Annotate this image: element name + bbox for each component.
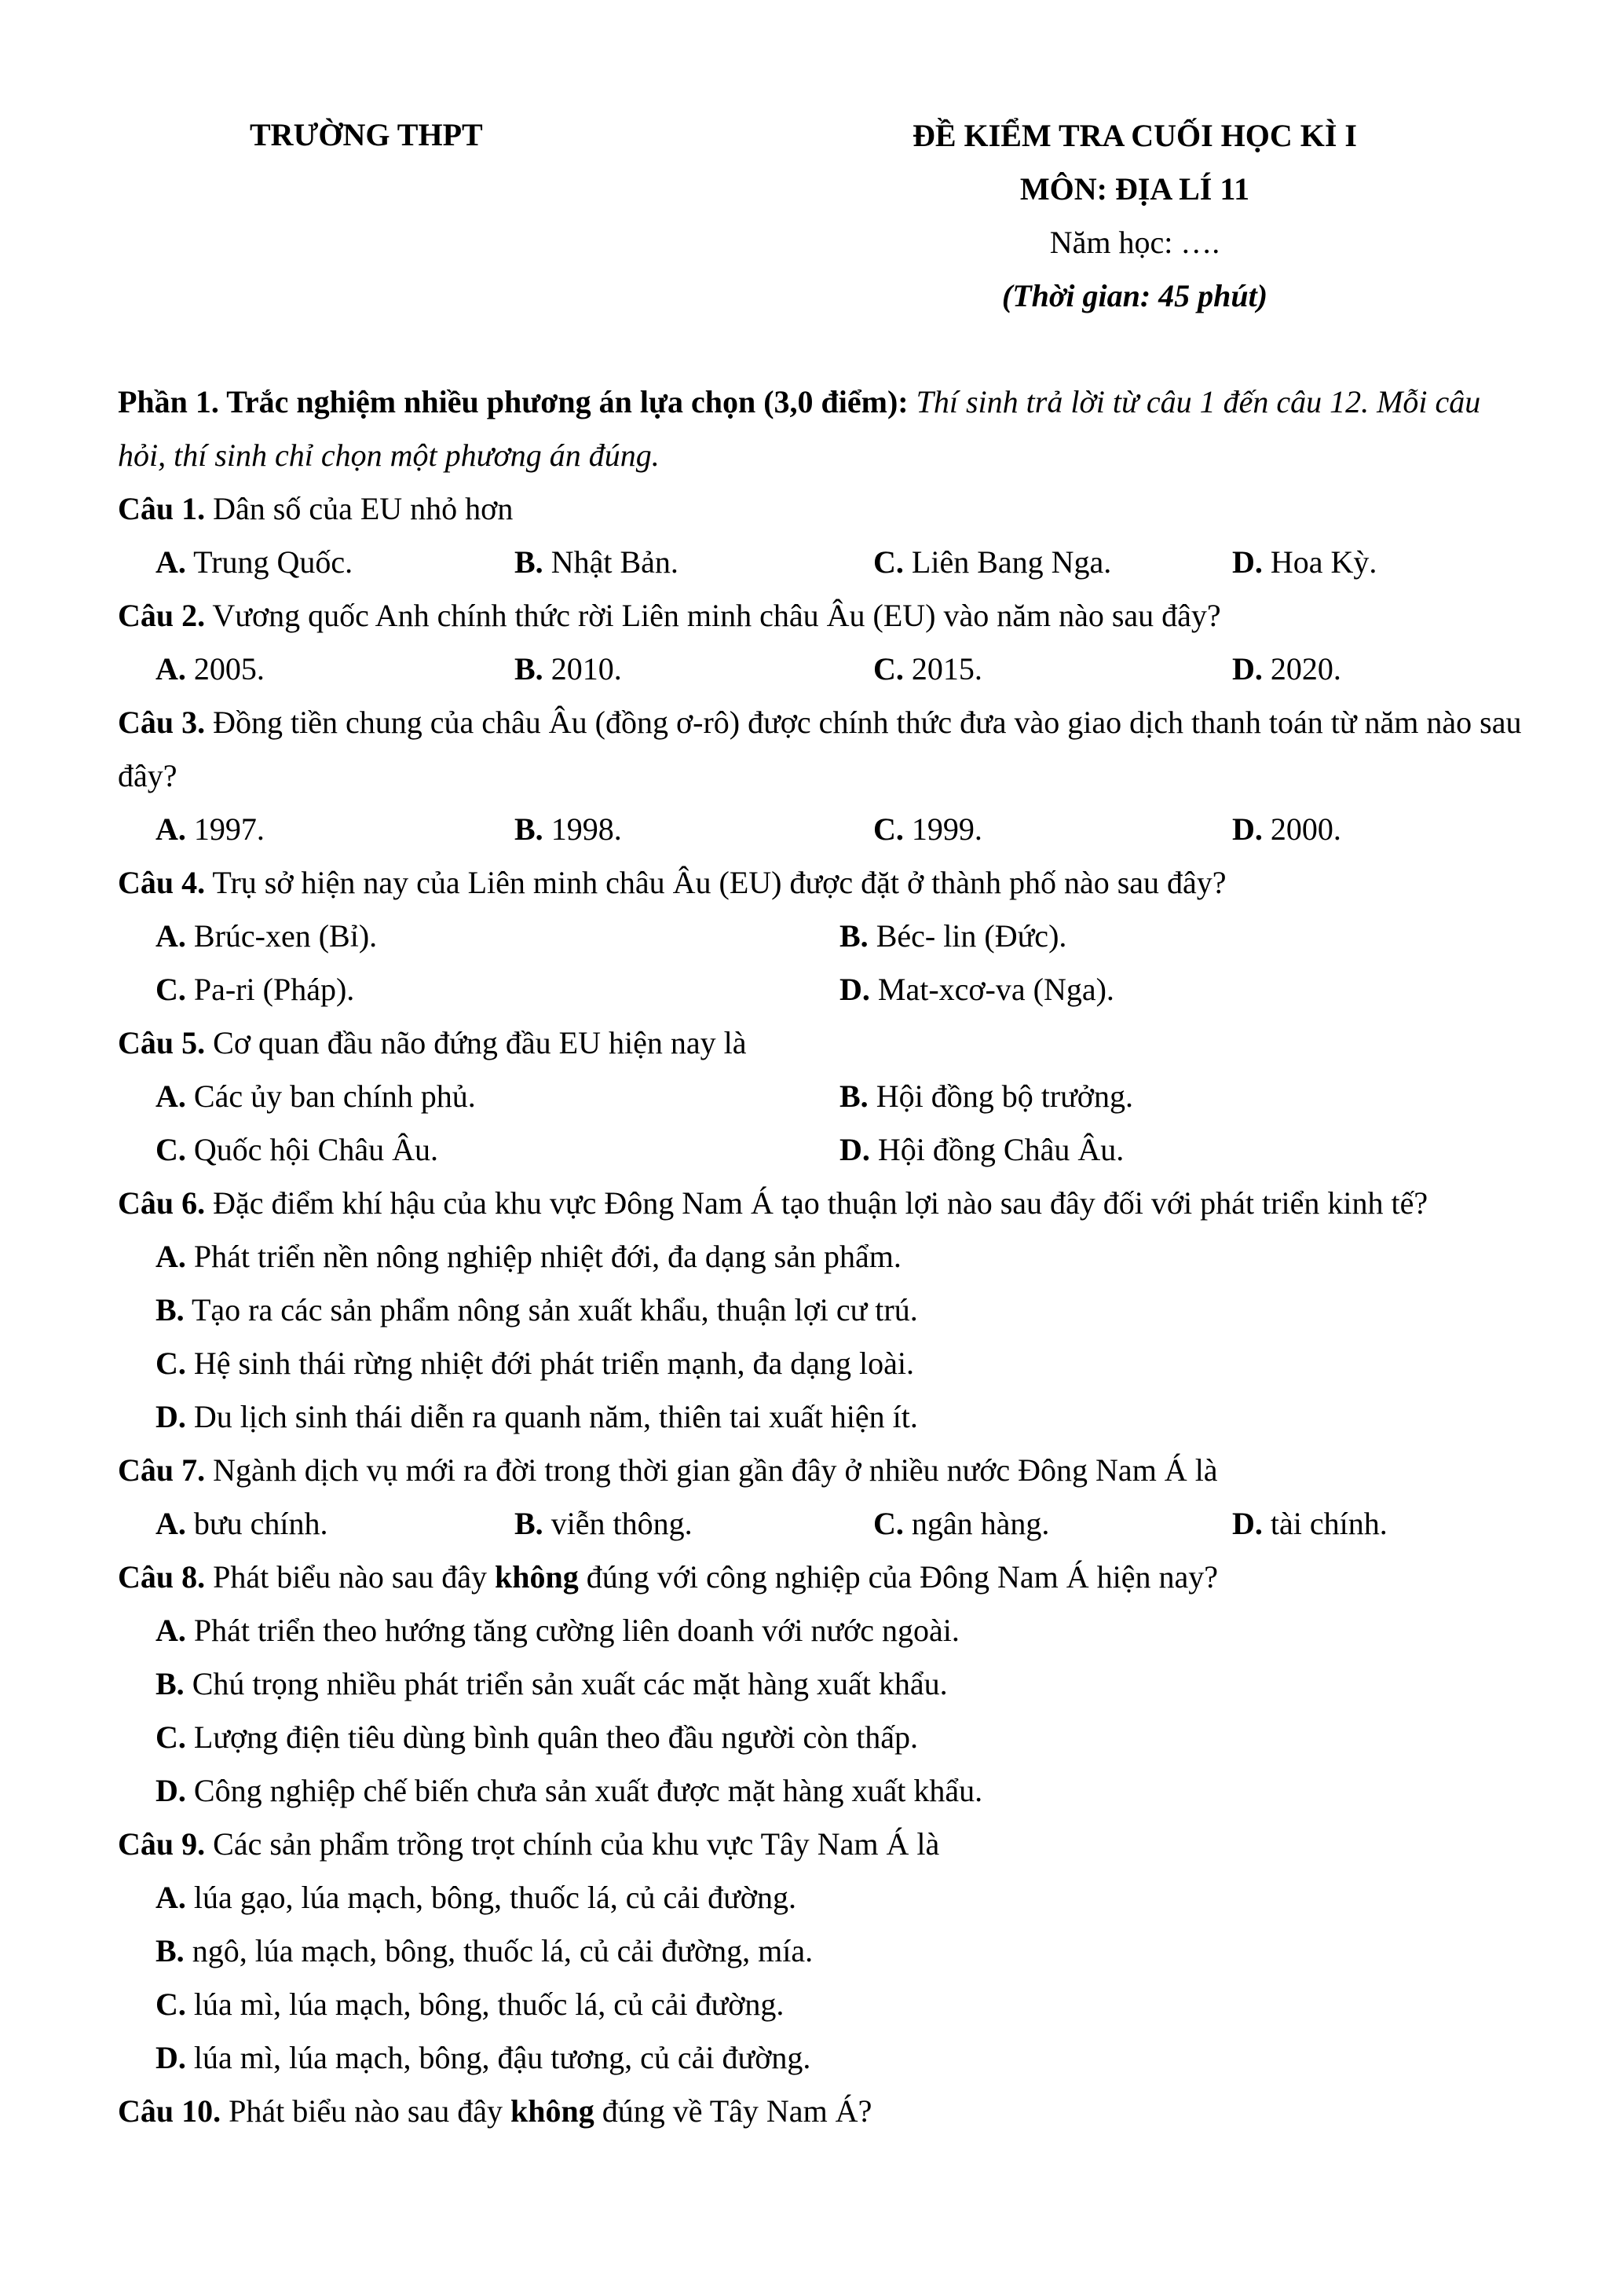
question-number: Câu 6. bbox=[118, 1185, 206, 1221]
option-d[interactable]: D. 2020. bbox=[1232, 651, 1341, 687]
option-d[interactable]: D. Mat-xcơ-va (Nga). bbox=[839, 972, 1114, 1007]
question-number: Câu 9. bbox=[118, 1826, 206, 1862]
option-c[interactable]: C. 1999. bbox=[873, 811, 982, 847]
options-row bbox=[118, 536, 1523, 589]
options-row bbox=[118, 643, 1523, 696]
option-a[interactable]: A. Phát triển nền nông nghiệp nhiệt đới, đa dạng sản phẩm. bbox=[155, 1239, 902, 1274]
question-emphasis: không bbox=[494, 1559, 579, 1595]
option-a[interactable]: A. Brúc-xen (Bỉ). bbox=[155, 918, 378, 954]
option-b[interactable]: B. Hội đồng bộ trưởng. bbox=[839, 1078, 1133, 1114]
question-5 bbox=[118, 1016, 1523, 1070]
option-c[interactable]: C. 2015. bbox=[873, 651, 982, 687]
option-d[interactable]: D. Hoa Kỳ. bbox=[1232, 544, 1377, 580]
question-text: Dân số của EU nhỏ hơn bbox=[205, 491, 514, 526]
question-2 bbox=[118, 589, 1523, 643]
question-6 bbox=[118, 1177, 1523, 1230]
options-row bbox=[118, 1497, 1523, 1551]
option-d[interactable]: D. tài chính. bbox=[1232, 1506, 1388, 1541]
question-text: Đồng tiền chung của châu Âu (đồng ơ-rô) được chính thức đưa vào giao dịch thanh toán từ năm nào sau đây? bbox=[118, 705, 1522, 793]
part1-heading bbox=[118, 375, 1523, 482]
question-text-cont: đúng về Tây Nam Á? bbox=[594, 2093, 872, 2129]
question-number: Câu 5. bbox=[118, 1025, 206, 1060]
question-number: Câu 2. bbox=[118, 598, 206, 633]
question-10 bbox=[118, 2085, 1523, 2138]
option-b[interactable]: B. Tạo ra các sản phẩm nông sản xuất khẩu, thuận lợi cư trú. bbox=[155, 1292, 918, 1327]
exam-header bbox=[828, 116, 1441, 330]
option-b[interactable]: B. Nhật Bản. bbox=[514, 544, 678, 580]
question-number: Câu 3. bbox=[118, 705, 206, 740]
question-4 bbox=[118, 856, 1523, 910]
option-a[interactable]: A. Phát triển theo hướng tăng cường liên doanh với nước ngoài. bbox=[155, 1613, 960, 1648]
question-3 bbox=[118, 696, 1523, 803]
option-a[interactable]: A. lúa gạo, lúa mạch, bông, thuốc lá, củ cải đường. bbox=[155, 1880, 796, 1915]
option-c[interactable]: C. lúa mì, lúa mạch, bông, thuốc lá, củ cải đường. bbox=[155, 1987, 785, 2022]
question-number: Câu 1. bbox=[118, 491, 206, 526]
options-row bbox=[118, 910, 1523, 963]
question-number: Câu 7. bbox=[118, 1452, 206, 1488]
option-a[interactable]: A. bưu chính. bbox=[155, 1506, 328, 1541]
option-b[interactable]: B. ngô, lúa mạch, bông, thuốc lá, củ cải đường, mía. bbox=[155, 1933, 814, 1968]
option-b[interactable]: B. 2010. bbox=[514, 651, 622, 687]
option-d[interactable]: D. Du lịch sinh thái diễn ra quanh năm, thiên tai xuất hiện ít. bbox=[155, 1399, 918, 1434]
exam-subject: MÔN: ĐỊA LÍ 11 bbox=[1019, 171, 1250, 207]
question-text: Phát biểu nào sau đây bbox=[221, 2093, 510, 2129]
question-number: Câu 10. bbox=[118, 2093, 221, 2129]
options-row bbox=[118, 1123, 1523, 1177]
option-a[interactable]: A. 1997. bbox=[155, 811, 265, 847]
question-1 bbox=[118, 482, 1523, 536]
option-d[interactable]: D. lúa mì, lúa mạch, bông, đậu tương, củ cải đường. bbox=[155, 2040, 811, 2075]
exam-duration: (Thời gian: 45 phút) bbox=[1001, 278, 1268, 313]
option-b[interactable]: B. Béc- lin (Đức). bbox=[839, 918, 1067, 954]
option-b[interactable]: B. Chú trọng nhiều phát triển sản xuất các mặt hàng xuất khẩu. bbox=[155, 1666, 948, 1701]
question-text: Đặc điểm khí hậu của khu vực Đông Nam Á tạo thuận lợi nào sau đây đối với phát triển kinh tế? bbox=[205, 1185, 1428, 1221]
question-text: Trụ sở hiện nay của Liên minh châu Âu (EU) được đặt ở thành phố nào sau đây? bbox=[205, 865, 1227, 900]
question-7 bbox=[118, 1444, 1523, 1497]
part1-title: Phần 1. Trắc nghiệm nhiều phương án lựa chọn (3,0 điểm): bbox=[118, 384, 909, 419]
options-row bbox=[118, 963, 1523, 1016]
options-row bbox=[118, 1070, 1523, 1123]
option-c[interactable]: C. Pa-ri (Pháp). bbox=[155, 972, 355, 1007]
option-d[interactable]: D. Công nghiệp chế biến chưa sản xuất được mặt hàng xuất khẩu. bbox=[155, 1773, 983, 1808]
option-c[interactable]: C. Hệ sinh thái rừng nhiệt đới phát triển mạnh, đa dạng loài. bbox=[155, 1346, 914, 1381]
question-text: Phát biểu nào sau đây bbox=[205, 1559, 495, 1595]
part1-instruction: Thí sinh trả lời từ câu 1 đến câu 12. Mỗi câu hỏi, thí sinh chỉ chọn một phương án đúng. bbox=[118, 384, 1481, 473]
option-c[interactable]: C. Lượng điện tiêu dùng bình quân theo đầu người còn thấp. bbox=[155, 1719, 919, 1755]
question-8 bbox=[118, 1551, 1523, 1604]
option-c[interactable]: C. Liên Bang Nga. bbox=[873, 544, 1112, 580]
question-number: Câu 4. bbox=[118, 865, 206, 900]
question-text-cont: đúng với công nghiệp của Đông Nam Á hiện nay? bbox=[578, 1559, 1218, 1595]
school-name: TRƯỜNG THPT bbox=[250, 117, 483, 152]
exam-content bbox=[118, 375, 1523, 2138]
option-b[interactable]: B. viễn thông. bbox=[514, 1506, 693, 1541]
question-text: Cơ quan đầu não đứng đầu EU hiện nay là bbox=[205, 1025, 747, 1060]
option-d[interactable]: D. 2000. bbox=[1232, 811, 1341, 847]
option-b[interactable]: B. 1998. bbox=[514, 811, 622, 847]
question-text: Các sản phẩm trồng trọt chính của khu vực Tây Nam Á là bbox=[205, 1826, 940, 1862]
option-c[interactable]: C. Quốc hội Châu Âu. bbox=[155, 1132, 438, 1167]
option-a[interactable]: A. Các ủy ban chính phủ. bbox=[155, 1078, 476, 1114]
question-text: Vương quốc Anh chính thức rời Liên minh châu Âu (EU) vào năm nào sau đây? bbox=[205, 598, 1221, 633]
question-text: Ngành dịch vụ mới ra đời trong thời gian gần đây ở nhiều nước Đông Nam Á là bbox=[205, 1452, 1218, 1488]
question-9 bbox=[118, 1818, 1523, 1871]
school-year: Năm học: …. bbox=[1049, 225, 1220, 260]
question-number: Câu 8. bbox=[118, 1559, 206, 1595]
exam-title: ĐỀ KIỂM TRA CUỐI HỌC KÌ I bbox=[912, 118, 1357, 153]
option-a[interactable]: A. Trung Quốc. bbox=[155, 544, 353, 580]
option-c[interactable]: C. ngân hàng. bbox=[873, 1506, 1050, 1541]
option-d[interactable]: D. Hội đồng Châu Âu. bbox=[839, 1132, 1125, 1167]
options-row bbox=[118, 803, 1523, 856]
question-emphasis: không bbox=[510, 2093, 594, 2129]
option-a[interactable]: A. 2005. bbox=[155, 651, 265, 687]
